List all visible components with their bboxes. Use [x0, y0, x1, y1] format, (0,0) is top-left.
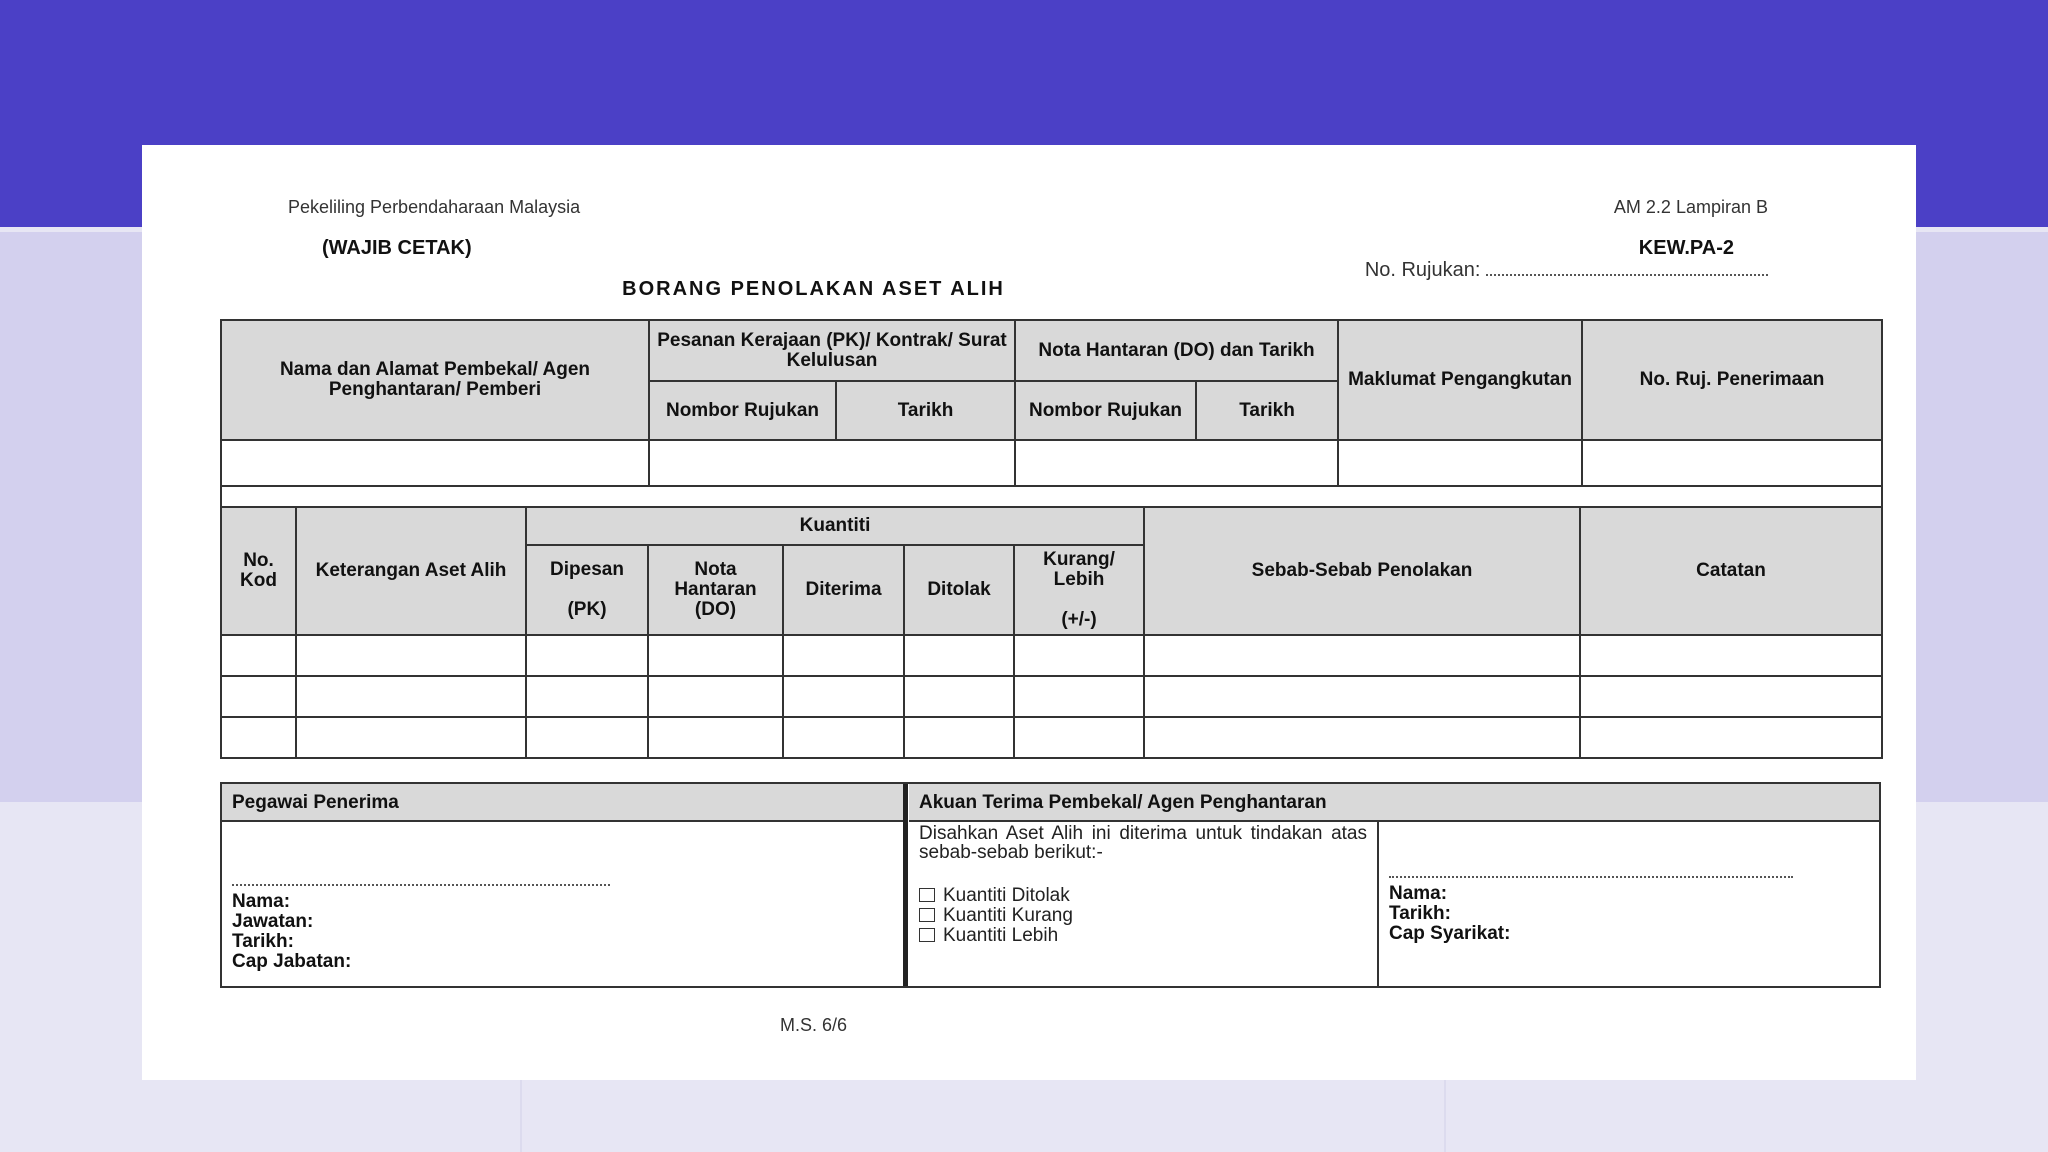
reference-number-line — [1486, 260, 1768, 276]
checkbox-quantity-rejected[interactable]: Kuantiti Ditolak — [919, 886, 1073, 906]
form-code: KEW.PA-2 — [1638, 237, 1734, 259]
signature-line — [1389, 876, 1793, 878]
cell-reason[interactable] — [1144, 676, 1580, 717]
cell-description[interactable] — [296, 717, 526, 758]
cell-notes[interactable] — [1580, 635, 1882, 676]
declaration-text: Disahkan Aset Alih ini diterima untuk tindakan atas sebab-sebab berikut:- — [919, 823, 1367, 863]
officer-name-label: Nama: — [232, 891, 291, 912]
header-rejection-reasons: Sebab-Sebab Penolakan — [1144, 507, 1580, 635]
checkbox-icon[interactable] — [919, 908, 935, 922]
reference-number-label: No. Rujukan: — [1364, 259, 1481, 281]
form-page — [142, 145, 1916, 1080]
checkbox-icon[interactable] — [919, 888, 935, 902]
header-delivery-note: Nota Hantaran (DO) dan Tarikh — [1015, 320, 1338, 381]
asset-rejection-table — [220, 506, 1883, 759]
header-order-reference-number: Nombor Rujukan — [649, 381, 836, 440]
cell-rejected[interactable] — [904, 635, 1014, 676]
header-quantity-ordered: Dipesan (PK) — [526, 545, 648, 635]
supplier-signature — [1389, 876, 1793, 944]
checkbox-icon[interactable] — [919, 928, 935, 942]
cell-delivery-qty[interactable] — [648, 676, 783, 717]
cell-received[interactable] — [783, 717, 904, 758]
appendix-reference: AM 2.2 Lampiran B — [1613, 197, 1768, 217]
cell-description[interactable] — [296, 676, 526, 717]
header-asset-description: Keterangan Aset Alih — [296, 507, 526, 635]
cell-description[interactable] — [296, 635, 526, 676]
rejection-checkbox-list — [919, 886, 1073, 946]
header-government-order: Pesanan Kerajaan (PK)/ Kontrak/ Surat Kelulusan — [649, 320, 1015, 381]
header-receipt-reference: No. Ruj. Penerimaan — [1582, 320, 1882, 440]
header-delivery-date: Tarikh — [1196, 381, 1338, 440]
background-divider — [520, 1080, 522, 1152]
cell-ordered[interactable] — [526, 717, 648, 758]
header-quantity-difference: Kurang/ Lebih (+/-) — [1014, 545, 1144, 635]
header-order-date: Tarikh — [836, 381, 1015, 440]
department-stamp-label: Cap Jabatan: — [232, 951, 352, 972]
officer-position-label: Jawatan: — [232, 911, 314, 932]
cell-received[interactable] — [783, 635, 904, 676]
cell-difference[interactable] — [1014, 676, 1144, 717]
background-divider — [1444, 1080, 1446, 1152]
cell-code[interactable] — [221, 676, 296, 717]
cell-reason[interactable] — [1144, 635, 1580, 676]
supplier-acknowledgement-header: Akuan Terima Pembekal/ Agen Penghantaran — [909, 784, 1879, 822]
company-stamp-label: Cap Syarikat: — [1389, 923, 1511, 944]
page-number: M.S. 6/6 — [779, 1015, 848, 1035]
table-row — [221, 635, 1882, 676]
supplier-details-table — [220, 319, 1883, 508]
header-delivery-reference-number: Nombor Rujukan — [1015, 381, 1196, 440]
cell-delivery-note[interactable] — [1015, 440, 1338, 486]
cell-ordered[interactable] — [526, 676, 648, 717]
cell-difference[interactable] — [1014, 635, 1144, 676]
cell-transport-info[interactable] — [1338, 440, 1582, 486]
cell-ordered[interactable] — [526, 635, 648, 676]
supplier-date-label: Tarikh: — [1389, 903, 1451, 924]
form-title: BORANG PENOLAKAN ASET ALIH — [622, 278, 1005, 300]
supplier-name-label: Nama: — [1389, 883, 1448, 904]
cell-government-order[interactable] — [649, 440, 1015, 486]
table-row — [221, 440, 1882, 486]
header-code-number: No. Kod — [221, 507, 296, 635]
cell-notes[interactable] — [1580, 676, 1882, 717]
cell-delivery-qty[interactable] — [648, 635, 783, 676]
table-spacer — [221, 486, 1882, 508]
receiving-officer-signature — [232, 884, 610, 972]
checkbox-quantity-short[interactable]: Kuantiti Kurang — [919, 906, 1073, 926]
cell-notes[interactable] — [1580, 717, 1882, 758]
header-notes: Catatan — [1580, 507, 1882, 635]
cell-difference[interactable] — [1014, 717, 1144, 758]
cell-received[interactable] — [783, 676, 904, 717]
signature-line — [232, 884, 610, 886]
header-quantity-received: Diterima — [783, 545, 904, 635]
cell-code[interactable] — [221, 717, 296, 758]
signature-section — [220, 782, 1881, 988]
cell-rejected[interactable] — [904, 676, 1014, 717]
cell-reason[interactable] — [1144, 717, 1580, 758]
header-quantity-rejected: Ditolak — [904, 545, 1014, 635]
section-divider — [1377, 822, 1379, 986]
cell-rejected[interactable] — [904, 717, 1014, 758]
mandatory-print-label: (WAJIB CETAK) — [322, 237, 472, 259]
cell-receipt-reference[interactable] — [1582, 440, 1882, 486]
header-supplier: Nama dan Alamat Pembekal/ Agen Penghantaran/ Pemberi — [221, 320, 649, 440]
header-quantity-delivery-note: Nota Hantaran (DO) — [648, 545, 783, 635]
table-row — [221, 676, 1882, 717]
section-divider — [903, 784, 908, 986]
header-quantity: Kuantiti — [526, 507, 1144, 545]
header-transport-info: Maklumat Pengangkutan — [1338, 320, 1582, 440]
officer-date-label: Tarikh: — [232, 931, 294, 952]
cell-delivery-qty[interactable] — [648, 717, 783, 758]
receiving-officer-header: Pegawai Penerima — [222, 784, 903, 822]
cell-supplier[interactable] — [221, 440, 649, 486]
cell-code[interactable] — [221, 635, 296, 676]
circular-reference: Pekeliling Perbendaharaan Malaysia — [288, 197, 581, 217]
table-row — [221, 717, 1882, 758]
checkbox-quantity-excess[interactable]: Kuantiti Lebih — [919, 926, 1073, 946]
